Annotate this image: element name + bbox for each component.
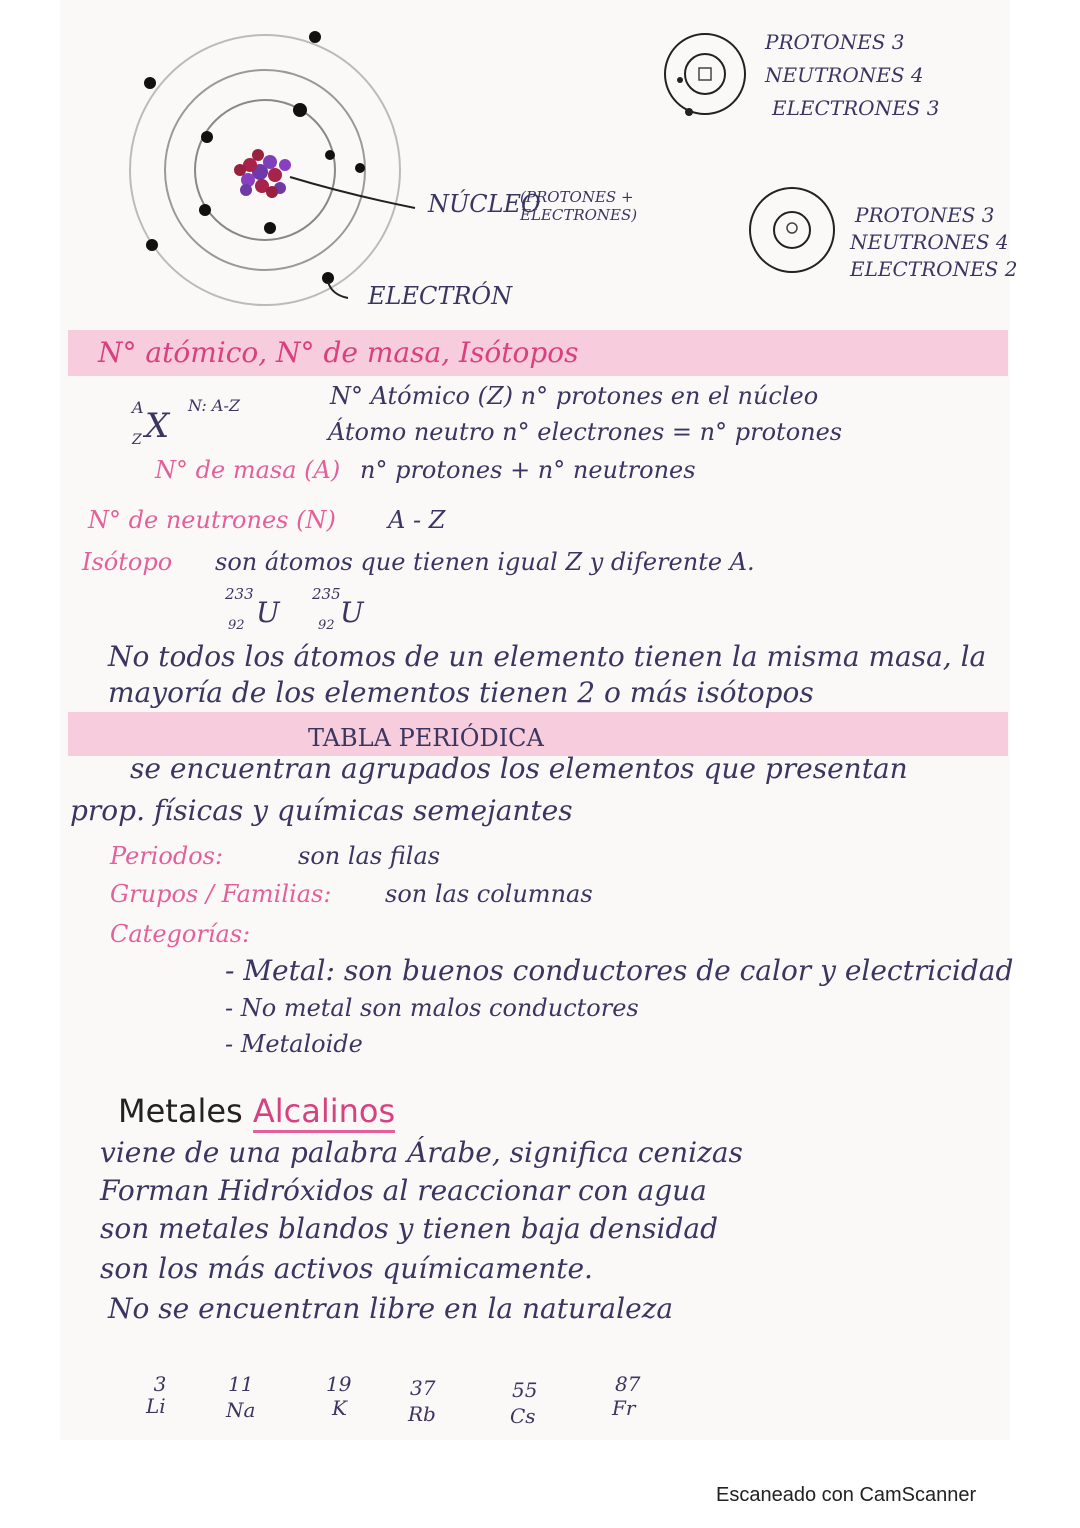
- periodos-text: son las filas: [298, 842, 441, 870]
- element-fr-number: 87: [615, 1372, 641, 1396]
- alkali-line1: viene de una palabra Árabe, significa cenizas: [100, 1136, 743, 1169]
- small-atom-2: [740, 180, 840, 280]
- nucleus-label: NÚCLEO: [428, 190, 541, 218]
- atom2-protones: PROTONES 3: [855, 203, 995, 227]
- atomic-number-line: N° Atómico (Z) n° protones en el núcleo: [330, 382, 819, 410]
- periodic-intro-line1: se encuentran agrupados los elementos que presentan: [130, 752, 908, 785]
- isotope-label: Isótopo: [82, 548, 173, 576]
- notation-symbol: X: [145, 406, 170, 446]
- section3-heading: [118, 1092, 395, 1130]
- atom1-electrones: ELECTRONES 3: [772, 96, 940, 120]
- element-rb-symbol: Rb: [408, 1402, 436, 1426]
- periodos-label: Periodos:: [110, 842, 224, 870]
- electron-label: ELECTRÓN: [368, 282, 513, 310]
- category-metaloide: - Metaloide: [225, 1030, 363, 1058]
- categorias-label: Categorías:: [110, 920, 251, 948]
- notation-formula: N: A-Z: [188, 396, 240, 415]
- atom1-protones: PROTONES 3: [765, 30, 905, 54]
- section1-heading: N° atómico, N° de masa, Isótopos: [98, 336, 579, 369]
- element-k-symbol: K: [332, 1396, 347, 1420]
- heading-alcalinos: Alcalinos: [253, 1092, 395, 1133]
- element-fr-symbol: Fr: [612, 1396, 636, 1420]
- nucleus: [234, 149, 291, 198]
- bohr-atom-diagram: [100, 10, 460, 310]
- neutral-atom-line: Átomo neutro n° electrones = n° protones: [328, 418, 843, 446]
- isotope1-atomic: 92: [228, 618, 245, 633]
- isotope2-mass: 235: [312, 585, 341, 603]
- category-metal: - Metal: son buenos conductores de calor y electricidad: [225, 954, 1014, 987]
- isotope-text: son átomos que tienen igual Z y diferente A.: [215, 548, 755, 576]
- atom2-electrones: ELECTRONES 2: [850, 257, 1018, 281]
- scanner-watermark: Escaneado con CamScanner: [716, 1484, 977, 1506]
- neutron-number-label: N° de neutrones (N): [88, 506, 336, 534]
- isotope2-symbol: U: [340, 596, 364, 629]
- isotope1-mass: 233: [225, 585, 254, 603]
- element-cs-symbol: Cs: [510, 1404, 536, 1428]
- category-no-metal: - No metal son malos conductores: [225, 994, 639, 1022]
- notation-atomic: Z: [132, 432, 142, 448]
- element-cs-number: 55: [512, 1378, 538, 1402]
- nucleus-note: (PROTONES + ELECTRONES): [520, 188, 638, 224]
- element-na-number: 11: [228, 1372, 254, 1396]
- mass-number-label: N° de masa (A): [155, 456, 341, 484]
- isotope-note-line2: mayoría de los elementos tienen 2 o más isótopos: [108, 676, 814, 709]
- alkali-line4: son los más activos químicamente.: [100, 1252, 593, 1285]
- heading-metales: Metales: [118, 1092, 243, 1130]
- element-li-symbol: Li: [146, 1394, 166, 1418]
- element-rb-number: 37: [410, 1376, 436, 1400]
- notation-mass: A: [132, 398, 144, 417]
- isotope-note-line1: No todos los átomos de un elemento tienen la misma masa, la: [108, 640, 987, 673]
- element-li-number: 3: [153, 1372, 167, 1396]
- isotope1-symbol: U: [256, 596, 280, 629]
- alkali-line3: son metales blandos y tienen baja densidad: [100, 1212, 718, 1245]
- mass-number-text: n° protones + n° neutrones: [360, 456, 696, 484]
- alkali-line5: No se encuentran libre en la naturaleza: [108, 1292, 674, 1325]
- neutron-number-text: A - Z: [388, 506, 446, 534]
- grupos-text: son las columnas: [385, 880, 593, 908]
- isotope2-atomic: 92: [318, 618, 335, 633]
- atom2-neutrones: NEUTRONES 4: [850, 230, 1009, 254]
- atom1-neutrones: NEUTRONES 4: [765, 63, 924, 87]
- element-na-symbol: Na: [226, 1398, 256, 1422]
- section2-heading: TABLA PERIÓDICA: [308, 724, 544, 752]
- periodic-intro-line2: prop. físicas y químicas semejantes: [70, 794, 573, 827]
- alkali-line2: Forman Hidróxidos al reaccionar con agua: [100, 1174, 707, 1207]
- small-atom-1: [655, 20, 755, 130]
- element-k-number: 19: [326, 1372, 352, 1396]
- grupos-label: Grupos / Familias:: [110, 880, 332, 908]
